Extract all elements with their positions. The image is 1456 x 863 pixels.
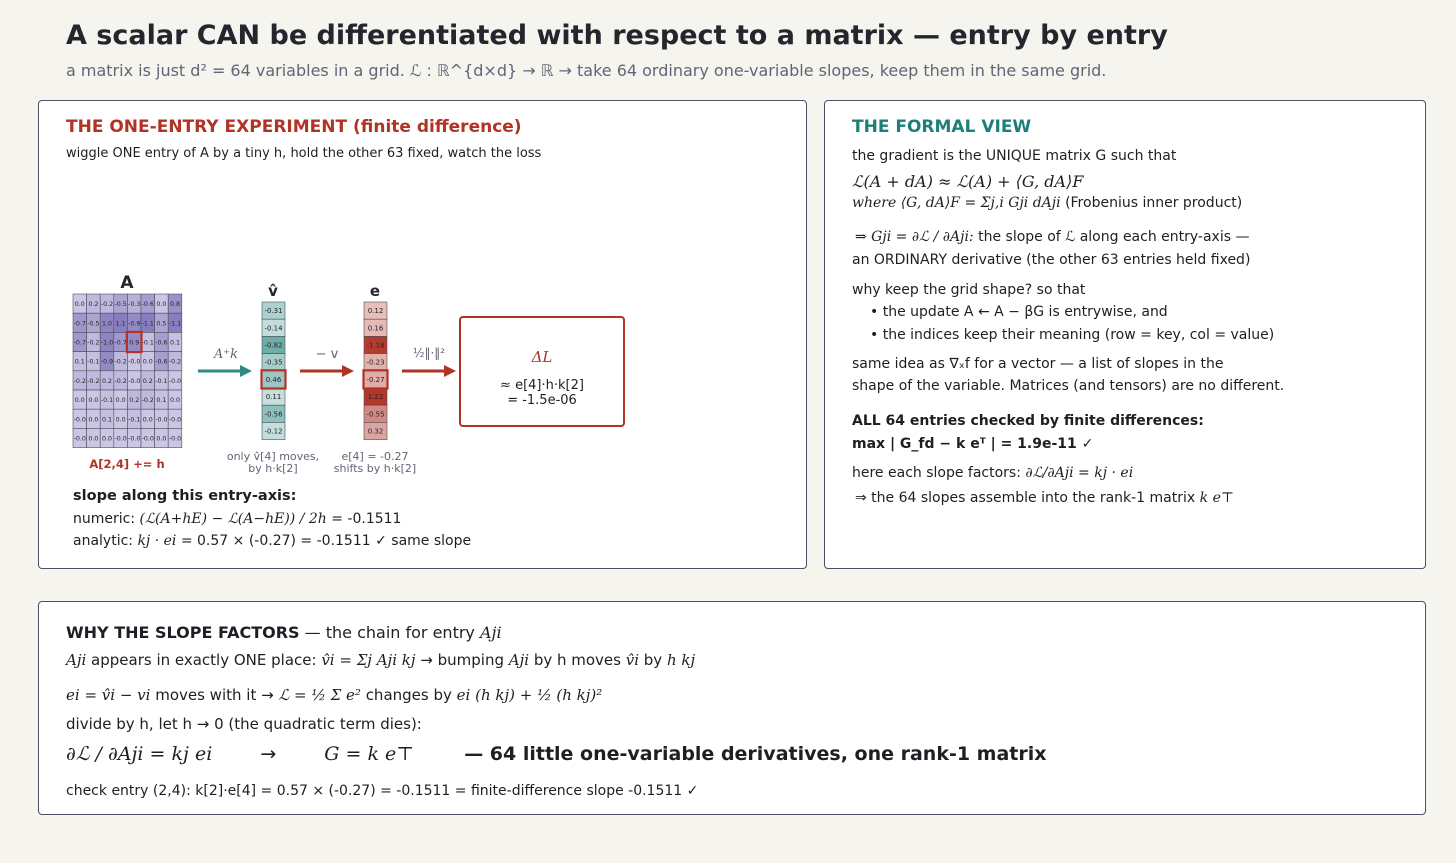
e-cell-value: -1.18 <box>366 341 385 350</box>
formal-bullet-2: • the indices keep their meaning (row = key, col = value) <box>870 327 1275 343</box>
formal-line-3 <box>852 195 1242 211</box>
chain-line1-g: v̂i <box>625 651 640 669</box>
chain-big-line <box>66 743 1047 765</box>
chain-big-arrow: → <box>260 743 277 765</box>
matrix-cell-value: 0.0 <box>156 435 167 443</box>
numeric-formula: (ℒ(A+hE) − ℒ(A−hE)) / 2h <box>139 511 327 527</box>
matrix-a-caption: A[2,4] += h <box>89 457 165 471</box>
chain-line-1 <box>66 651 695 669</box>
vhat-cell-value: -0.12 <box>264 427 283 436</box>
matrix-cell-value: 0.0 <box>88 416 99 424</box>
chain-heading-main: WHY THE SLOPE FACTORS <box>66 623 300 642</box>
vhat-cell-value: -0.82 <box>264 341 283 350</box>
matrix-cell-value: 0.2 <box>88 301 99 309</box>
vhat-caption-2: by h·k[2] <box>248 462 298 475</box>
matrix-cell-value: -0.7 <box>73 339 86 347</box>
chain-heading-tail: — the chain for entry <box>299 623 480 642</box>
matrix-cell-value: 0.0 <box>101 435 113 443</box>
matrix-cell-value: -0.7 <box>114 339 127 347</box>
matrix-cell-value: 1.1 <box>115 320 126 328</box>
rank1-formula: k e⊤ <box>1199 490 1235 506</box>
chain-big-right: G = k e⊤ <box>324 743 415 765</box>
chain-line1-f: by h moves <box>529 651 626 669</box>
vhat-cell-value: -0.56 <box>264 410 283 419</box>
partial-text: the slope of ℒ along each entry-axis — <box>978 229 1250 245</box>
vhat-label: v̂ <box>268 282 278 300</box>
experiment-caption: wiggle ONE entry of A by a tiny h, hold the other 63 fixed, watch the loss <box>66 146 542 161</box>
matrix-cell-value: 0.1 <box>156 397 167 405</box>
chain-line2-b: moves with it → <box>150 686 279 704</box>
matrix-cell-value: -1.1 <box>168 320 182 328</box>
page-title: A scalar CAN be differentiated with respect to a matrix — entry by entry <box>66 20 1168 51</box>
e-cell-value: -0.23 <box>366 358 385 367</box>
matrix-cell-value: -0.2 <box>168 358 182 366</box>
matrix-cell-value: -0.0 <box>128 435 141 443</box>
check-value: max | G_fd − k eᵀ | = 1.9e-11 ✓ <box>852 436 1094 452</box>
factor-text: here each slope factors: <box>852 465 1021 481</box>
chain-line1-a: Aji <box>66 651 87 669</box>
matrix-cell-value: -0.1 <box>100 397 114 405</box>
matrix-cell-value: -0.3 <box>128 301 141 309</box>
chain-heading <box>66 623 502 642</box>
matrix-cell-value: -0.5 <box>114 301 127 309</box>
matrix-cell-value: -0.0 <box>168 377 182 385</box>
matrix-cell-value: -0.2 <box>114 377 127 385</box>
e-cell-value: -0.55 <box>366 410 385 419</box>
check-heading: ALL 64 entries checked by finite differences: <box>852 413 1204 429</box>
matrix-cell-value: -0.2 <box>100 301 114 309</box>
arrow-half-norm-label: ½‖·‖² <box>412 346 446 360</box>
formal-line-7: same idea as ∇ₓf for a vector — a list of slopes in the <box>852 356 1224 372</box>
chain-line2-a: ei = v̂i − vi <box>66 686 151 704</box>
matrix-cell-value: 0.5 <box>156 320 167 328</box>
matrix-cell-value: -0.0 <box>73 435 86 443</box>
matrix-cell-value: -0.6 <box>155 339 168 347</box>
matrix-cell-value: 0.1 <box>74 358 85 366</box>
frobenius-note: (Frobenius inner product) <box>1065 195 1243 211</box>
matrix-a-label: A <box>120 273 134 293</box>
matrix-cell-value: -0.0 <box>141 435 154 443</box>
e-cell-value: -0.27 <box>366 375 385 384</box>
matrix-cell-value: 0.0 <box>142 416 153 424</box>
matrix-cell-value: 0.1 <box>101 416 113 424</box>
e-caption-2: shifts by h·k[2] <box>333 462 417 475</box>
matrix-cell-value: 0.0 <box>156 301 167 309</box>
matrix-cell-value: -0.0 <box>73 416 86 424</box>
arrow-half-norm-head <box>444 365 456 377</box>
formal-line-5: an ORDINARY derivative (the other 63 entries held fixed) <box>852 252 1251 268</box>
matrix-cell-value: -0.1 <box>87 358 100 366</box>
matrix-cell-value: -0.1 <box>128 416 141 424</box>
matrix-cell-value: 0.0 <box>74 301 85 309</box>
matrix-cell-value: -0.5 <box>87 320 100 328</box>
matrix-cell-value: 0.2 <box>142 377 153 385</box>
chain-line1-i: h kj <box>666 651 696 669</box>
chain-line2-c: ℒ = ½ Σ e² <box>278 686 361 704</box>
matrix-cell-value: 0.9 <box>129 339 140 347</box>
delta-loss-label: ΔL <box>531 348 553 366</box>
matrix-cell-value: 1.0 <box>101 320 113 328</box>
matrix-cell-value: -0.7 <box>73 320 86 328</box>
e-caption-1: e[4] = -0.27 <box>341 450 409 463</box>
vhat-cell-value: -0.31 <box>264 307 283 316</box>
chain-line1-e: Aji <box>508 651 530 669</box>
formal-view-heading: THE FORMAL VIEW <box>852 117 1032 137</box>
experiment-heading: THE ONE-ENTRY EXPERIMENT (finite difference) <box>66 117 522 137</box>
chain-line1-c: v̂i = Σj Aji kj <box>321 651 416 669</box>
matrix-cell-value: 0.0 <box>88 397 99 405</box>
numeric-prefix: numeric: <box>73 511 140 527</box>
formal-line-4 <box>855 229 1249 245</box>
formal-line-6: why keep the grid shape? so that <box>852 282 1086 298</box>
chain-line2-e: ei (h kj) + ½ (h kj)² <box>456 686 603 704</box>
vhat-cell-value: 0.11 <box>265 393 282 402</box>
analytic-prefix: analytic: <box>73 533 138 549</box>
partial-formula: ⇒ Gji = ∂ℒ / ∂Aji: <box>855 229 974 245</box>
matrix-cell-value: -0.9 <box>128 320 141 328</box>
analytic-value: = 0.57 × (-0.27) = -0.1511 ✓ same slope <box>180 533 472 549</box>
matrix-cell-value: -0.2 <box>87 339 100 347</box>
matrix-cell-value: -0.1 <box>155 377 168 385</box>
vhat-caption-1: only v̂[4] moves, <box>226 450 320 463</box>
e-cell-value: 1.22 <box>367 393 384 402</box>
matrix-cell-value: 0.0 <box>115 397 126 405</box>
frobenius-formula: where ⟨G, dA⟩F = Σj,i Gji dAji <box>852 195 1061 211</box>
page-subtitle: a matrix is just d² = 64 variables in a grid. ℒ : ℝ^{d×d} → ℝ → take 64 ordinary one-variable slopes, keep them in the same grid. <box>66 61 1107 80</box>
chain-check-line: check entry (2,4): k[2]·e[4] = 0.57 × (-0.27) = -0.1511 = finite-difference slope -0.1511 ✓ <box>66 783 699 799</box>
vhat-cell-value: -0.35 <box>264 358 283 367</box>
matrix-cell-value: -0.2 <box>114 358 127 366</box>
matrix-cell-value: -0.0 <box>114 435 127 443</box>
vhat-vector <box>262 302 286 440</box>
formal-line-1: the gradient is the UNIQUE matrix G such that <box>852 148 1177 164</box>
chain-line-2 <box>66 686 602 704</box>
matrix-cell-value: -0.1 <box>141 339 154 347</box>
analytic-slope-line <box>73 533 471 549</box>
formal-line-8: shape of the variable. Matrices (and tensors) are no different. <box>852 378 1285 394</box>
chain-line1-b: appears in exactly ONE place: <box>86 651 322 669</box>
matrix-cell-value: -1.1 <box>141 320 154 328</box>
factor-formula: ∂ℒ/∂Aji = kj · ei <box>1025 465 1134 481</box>
matrix-cell-value: -0.0 <box>128 358 141 366</box>
chain-line-3: divide by h, let h → 0 (the quadratic term dies): <box>66 715 422 733</box>
chain-line2-d: changes by <box>360 686 457 704</box>
numeric-slope-line <box>73 511 401 527</box>
slope-heading: slope along this entry-axis: <box>73 488 297 504</box>
delta-loss-line1: ≈ e[4]·h·k[2] <box>500 378 584 393</box>
matrix-cell-value: 0.2 <box>101 377 113 385</box>
arrow-minus-v-label: − v <box>315 347 339 362</box>
formal-line-9 <box>852 465 1133 481</box>
chain-line1-h: by <box>639 651 667 669</box>
matrix-cell-value: -0.0 <box>168 435 182 443</box>
matrix-cell-value: -0.6 <box>141 301 154 309</box>
matrix-cell-value: -0.6 <box>155 358 168 366</box>
numeric-value: = -0.1511 <box>331 511 402 527</box>
e-cell-value: 0.12 <box>367 307 384 316</box>
e-cell-value: 0.16 <box>367 324 384 333</box>
delta-loss-line2: = -1.5e-06 <box>507 393 577 408</box>
formal-line-2: ℒ(A + dA) ≈ ℒ(A) + ⟨G, dA⟩F <box>852 172 1084 191</box>
matrix-cell-value: -1.0 <box>100 339 114 347</box>
chain-big-left: ∂ℒ / ∂Aji = kj ei <box>66 743 213 765</box>
formal-line-10 <box>855 490 1234 506</box>
matrix-cell-value: -0.2 <box>73 377 86 385</box>
arrow-akt-label: A⁺k <box>213 347 239 362</box>
vhat-cell-value: 0.46 <box>265 375 282 384</box>
matrix-cell-value: 0.1 <box>169 339 181 347</box>
matrix-cell-value: 0.0 <box>74 397 85 405</box>
matrix-cell-value: -0.9 <box>100 358 114 366</box>
chain-heading-var: Aji <box>479 623 502 642</box>
e-vector <box>364 302 388 440</box>
rank1-text: ⇒ the 64 slopes assemble into the rank-1 matrix <box>855 490 1196 506</box>
e-cell-value: 0.32 <box>367 427 384 436</box>
matrix-cell-value: -0.2 <box>141 397 154 405</box>
matrix-cell-value: -0.0 <box>128 377 141 385</box>
chain-big-tail: — 64 little one-variable derivatives, one rank-1 matrix <box>464 743 1047 765</box>
formal-bullet-1: • the update A ← A − βG is entrywise, and <box>870 304 1168 320</box>
arrow-minus-v-head <box>342 365 354 377</box>
matrix-a <box>73 294 182 448</box>
vhat-cell-value: -0.14 <box>264 324 283 333</box>
matrix-cell-value: 0.8 <box>169 301 181 309</box>
matrix-cell-value: 0.0 <box>88 435 99 443</box>
matrix-cell-value: -0.0 <box>168 416 182 424</box>
arrow-akt-head <box>240 365 252 377</box>
matrix-cell-value: -0.0 <box>155 416 168 424</box>
matrix-cell-value: 0.0 <box>142 358 153 366</box>
matrix-cell-value: 0.0 <box>115 416 126 424</box>
chain-line1-d: → bumping <box>415 651 509 669</box>
matrix-cell-value: 0.2 <box>129 397 140 405</box>
matrix-cell-value: 0.0 <box>169 397 181 405</box>
delta-loss-box <box>460 317 624 426</box>
analytic-formula: kj · ei <box>137 533 177 549</box>
matrix-cell-value: -0.2 <box>87 377 100 385</box>
e-label: e <box>369 282 381 300</box>
